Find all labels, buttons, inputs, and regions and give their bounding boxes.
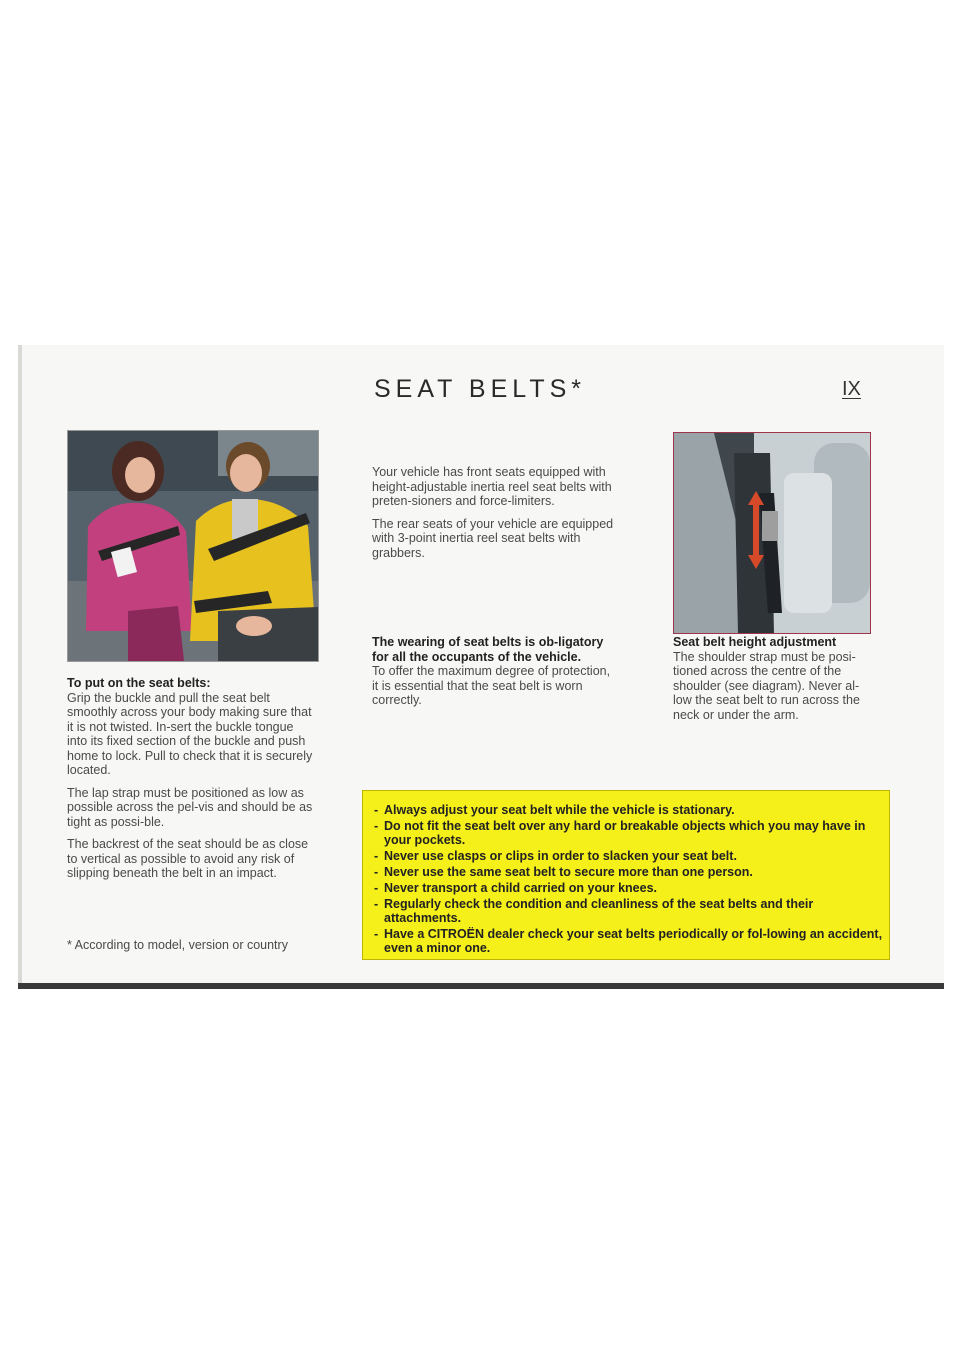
passengers-image [68, 431, 318, 661]
put-on-section [67, 676, 317, 889]
height-adjustment-section [673, 635, 873, 730]
diagram-image [674, 433, 870, 633]
lap-strap-paragraph: The lap strap must be positioned as low as possible across the pel-vis and should be as tight as possi-ble. [67, 785, 313, 829]
height-adjustment-heading: Seat belt height adjustment [673, 635, 837, 649]
warning-item: - Never use clasps or clips in order to slacken your seat belt. [373, 849, 883, 863]
warning-list [373, 803, 883, 955]
passengers-illustration [67, 430, 319, 662]
warning-item: - Regularly check the condition and cleanliness of the seat belts and their attachments. [373, 897, 883, 925]
seat-belt-height-diagram [673, 432, 871, 634]
page-bottom-edge [18, 983, 944, 989]
wearing-text: To offer the maximum degree of protection, it is essential that the seat belt is worn correctly. [372, 664, 611, 707]
warning-box [362, 790, 890, 960]
height-adjustment-text: The shoulder strap must be posi-tioned across the centre of the shoulder (see diagram). Never al-low the seat belt to run across the neck or under the arm. [673, 649, 860, 722]
warning-item: - Never use the same seat belt to secure more than one person. [373, 865, 883, 879]
page-binding-edge [18, 345, 22, 985]
wearing-heading: The wearing of seat belts is ob-ligatory for all the occupants of the vehicle. [372, 635, 604, 664]
put-on-heading: To put on the seat belts: [67, 676, 211, 690]
warning-item: - Never transport a child carried on your knees. [373, 881, 883, 895]
chapter-number: IX [842, 378, 861, 400]
footnote: * According to model, version or country [67, 938, 288, 952]
warning-item: - Do not fit the seat belt over any hard or breakable objects which you may have in your pockets. [373, 819, 883, 847]
warning-item: - Always adjust your seat belt while the vehicle is stationary. [373, 803, 883, 817]
warning-item: - Have a CITROËN dealer check your seat belts periodically or fol-lowing an accident, even a minor one. [373, 927, 883, 955]
intro-section [372, 465, 617, 568]
backrest-paragraph: The backrest of the seat should be as close to vertical as possible to avoid any risk of slipping beneath the belt in an impact. [67, 837, 309, 880]
intro-rear-seats: The rear seats of your vehicle are equipped with 3-point inertia reel seat belts with grabbers. [372, 516, 614, 560]
intro-front-seats: Your vehicle has front seats equipped with height-adjustable inertia reel seat belts with preten-sioners and force-limiters. [372, 465, 612, 508]
wearing-section [372, 635, 617, 716]
page-title: SEAT BELTS* [373, 375, 586, 403]
put-on-paragraph: Grip the buckle and pull the seat belt smoothly across your body making sure that it is not twisted. In-sert the buckle tongue into its fixed section of the buckle and push home to lock. Pull to check that it is securely located. [67, 690, 313, 777]
